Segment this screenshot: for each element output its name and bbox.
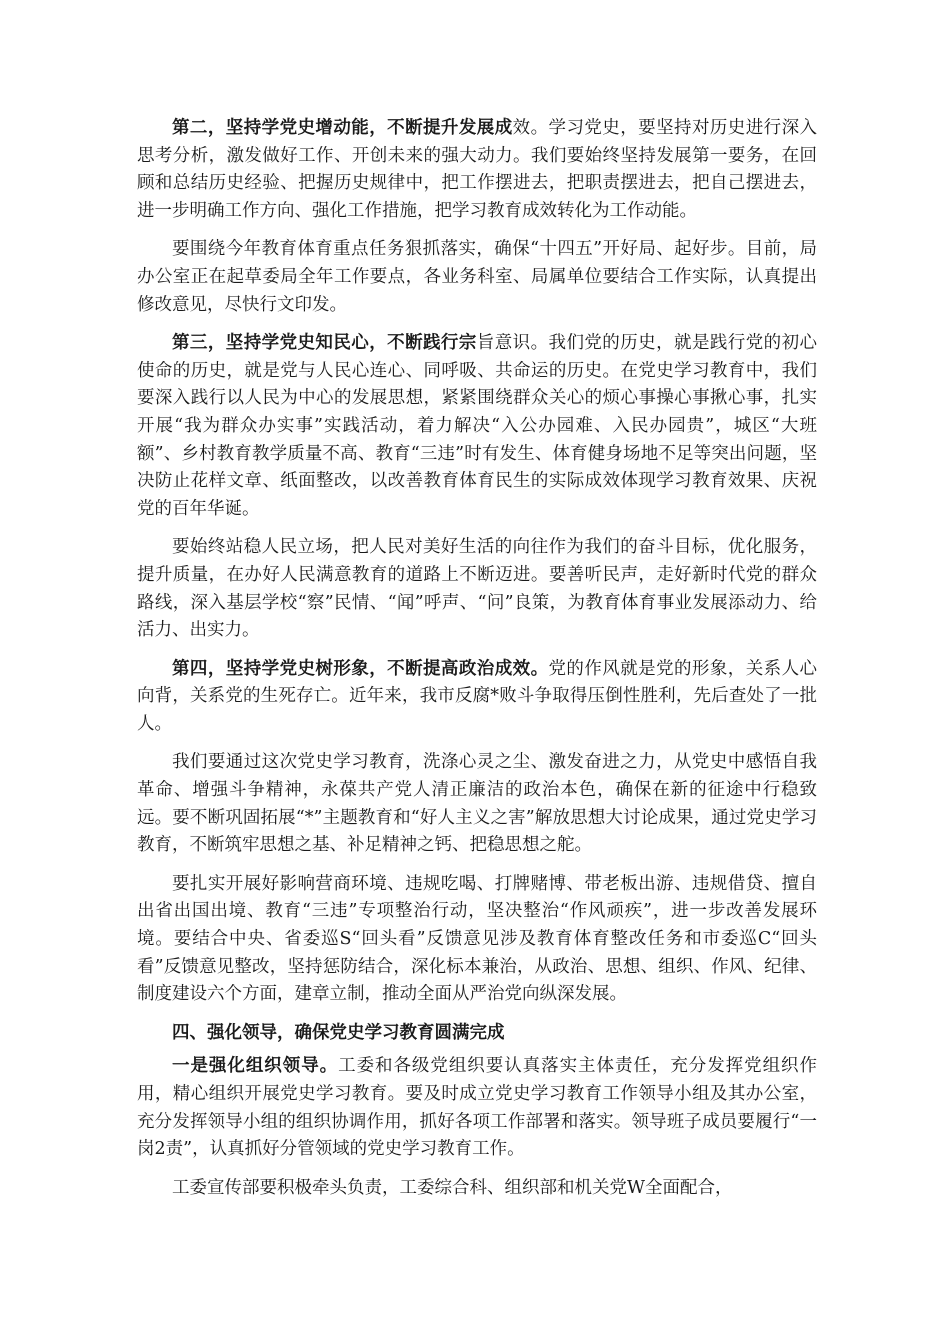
paragraph-text: 效。学习党史，要坚持对历史进行深入思考分析，激发做好工作、开创未来的强大动力。我们要始终坚持发展第一要务，在回顾和总结历史经验、把握历史规律中，把工作摆进去，把职责摆进去，把自己摆进去，进一步明确工作方向、强化工作措施，把学习教育成效转化为工作动能。 <box>137 118 818 221</box>
paragraph-text: 我们要通过这次党史学习教育，洗涤心灵之尘、激发奋进之力，从党史中感悟自我革命、增强斗争精神，永葆共产党人清正廉洁的政治本色，确保在新的征途中行稳致远。要不断巩固拓展“*”主题教育和“好人主义之害”解放思想大讨论成果，通过党史学习教育，不断筑牢思想之基、补足精神之钙、把稳思想之舵。 <box>137 752 817 856</box>
paragraph-publicity-department <box>137 1175 817 1203</box>
paragraph-text: 工委宣传部要积极牵头负责，工委综合科、组织部和机关党W全面配合， <box>172 1177 733 1198</box>
paragraph-people-stance <box>137 534 817 644</box>
paragraph-second-point <box>137 115 817 225</box>
paragraph-third-point <box>137 330 817 523</box>
paragraph-text: 工委和各级党组织要认真落实主体责任，充分发挥党组织作用，精心组织开展党史学习教育。要及时成立党史学习教育工作领导小组及其办公室，充分发挥领导小组的组织协调作用，抓好各项工作部署和落实。领导班子成员要履行“一岗2责”，认真抓好分管领域的党史学习教育工作。 <box>137 1056 818 1160</box>
paragraph-organization-leadership <box>137 1053 817 1163</box>
paragraph-lead: 第四，坚持学党史树形象，不断提高政治成效。 <box>172 658 549 679</box>
section-heading: 四、强化领导，确保党史学习教育圆满完成 <box>172 1022 505 1043</box>
paragraph-text: 要围绕今年教育体育重点任务狠抓落实，确保“十四五”开好局、起好步。目前，局办公室正在起草委局全年工作要点，各业务科室、局属单位要结合工作实际，认真提出修改意见，尽快行文印发。 <box>137 239 817 315</box>
paragraph-fourth-point <box>137 656 817 739</box>
paragraph-tasks <box>137 236 817 319</box>
paragraph-study-education <box>137 749 817 859</box>
paragraph-lead: 一是强化组织领导。 <box>172 1056 339 1077</box>
paragraph-text: 要始终站稳人民立场，把人民对美好生活的向往作为我们的奋斗目标，优化服务，提升质量，在办好人民满意教育的道路上不断迈进。要善听民声，走好新时代党的群众路线，深入基层学校“察”民情、“闻”呼声、“问”良策，为教育体育事业发展添动力、给活力、出实力。 <box>137 537 817 641</box>
paragraph-lead: 第三，坚持学党史知民心，不断践行宗 <box>172 333 477 354</box>
paragraph-text: 旨意识。我们党的历史，就是践行党的初心使命的历史，就是党与人民心连心、同呼吸、共命运的历史。在党史学习教育中，我们要深入践行以人民为中心的发展思想，紧紧围绕群众关心的烦心事操心事揪心事，扎实开展“我为群众办实事”实践活动，着力解决“入公办园难、入民办园贵”，城区“大班额”、乡村教育教学质量不高、教育“三违”时有发生、体育健身场地不足等突出问题，坚决防止花样文章、纸面整改，以改善教育体育民生的实际成效体现学习教育效果、庆祝党的百年华诞。 <box>137 333 818 519</box>
paragraph-rectification <box>137 871 817 1009</box>
paragraph-lead: 第二，坚持学党史增动能，不断提升发展成 <box>172 118 513 138</box>
document-body <box>137 115 817 1213</box>
paragraph-text: 要扎实开展好影响营商环境、违规吃喝、打牌赌博、带老板出游、违规借贷、擅自出省出国出境、教育“三违”专项整治行动，坚决整治“作风顽疾”，进一步改善发展环境。要结合中央、省委巡S“回头看”反馈意见涉及教育体育整改任务和市委巡C“回头看”反馈意见整改，坚持惩防结合，深化标本兼治，从政治、思想、组织、作风、纪律、制度建设六个方面，建章立制，推动全面从严治党向纵深发展。 <box>137 873 817 1005</box>
paragraph-text: 党的作风就是党的形象，关系人心向背，关系党的生死存亡。近年来，我市反腐*败斗争取得压倒性胜利，先后查处了一批人。 <box>137 658 817 734</box>
